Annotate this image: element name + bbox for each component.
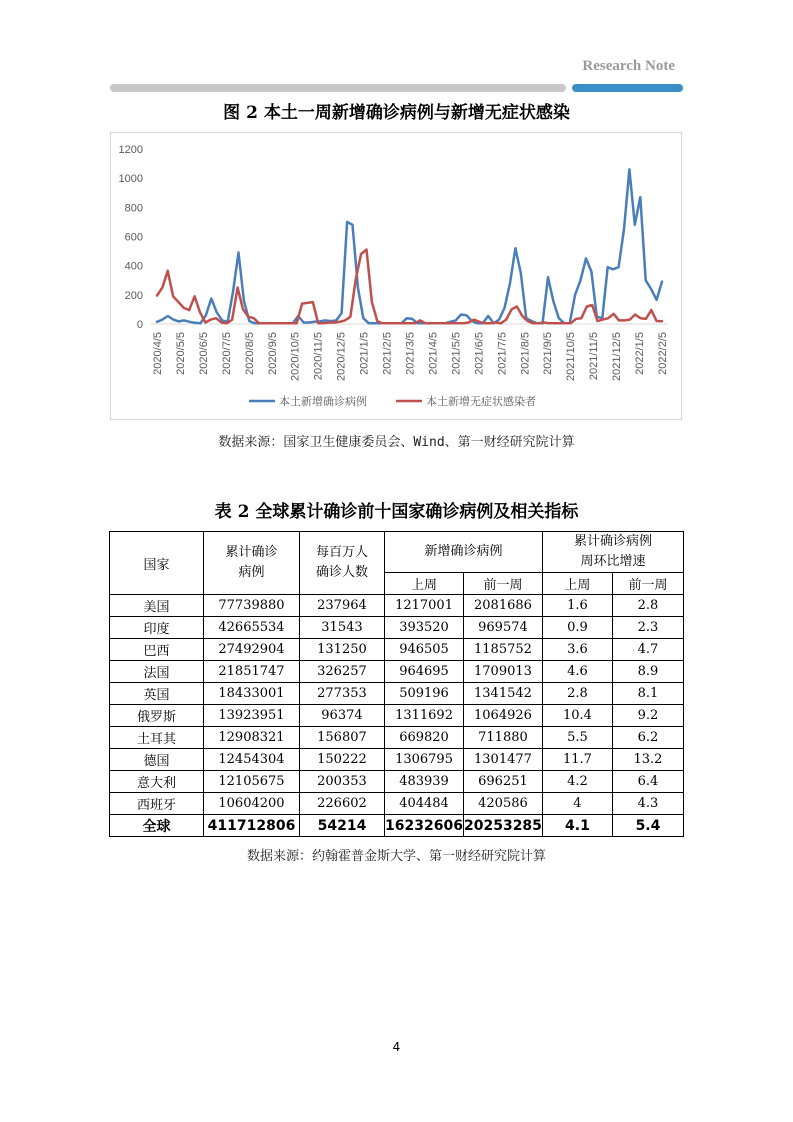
country-table [109, 531, 684, 837]
cell: 393520 [385, 617, 464, 639]
cell: 711880 [463, 727, 542, 749]
cell: 669820 [385, 727, 464, 749]
cell: 1185752 [463, 639, 542, 661]
cell: 2.8 [612, 595, 683, 617]
cell: 18433001 [204, 683, 300, 705]
cell: 13923951 [204, 705, 300, 727]
table-row-total [110, 815, 684, 837]
header-note: Research Note [582, 58, 675, 74]
cell: 1306795 [385, 749, 464, 771]
header-per-million-line1: 每百万人 [315, 545, 368, 560]
cell: 21851747 [204, 661, 300, 683]
table-row [110, 793, 684, 815]
cell: 法国 [110, 661, 204, 683]
header-new-cases: 新增确诊病例 [385, 532, 543, 573]
cell: 5.4 [612, 815, 683, 837]
cell: 德国 [110, 749, 204, 771]
cell: 326257 [299, 661, 384, 683]
header-divider-grey [110, 84, 566, 92]
cell: 12105675 [204, 771, 300, 793]
cell: 10604200 [204, 793, 300, 815]
x-tick-label: 2021/3/5 [404, 332, 417, 375]
x-tick-label: 2020/5/5 [174, 332, 187, 375]
x-tick-label: 2020/4/5 [152, 332, 164, 375]
cell: 4.3 [612, 793, 683, 815]
table-row [110, 771, 684, 793]
cell: 420586 [463, 793, 542, 815]
x-tick-label: 2021/5/5 [450, 332, 463, 375]
cell: 277353 [299, 683, 384, 705]
cell: 11.7 [542, 749, 612, 771]
cell: 全球 [110, 815, 204, 837]
y-tick-label: 400 [124, 260, 143, 273]
cell: 77739880 [204, 595, 300, 617]
cell: 6.2 [612, 727, 683, 749]
y-tick-label: 0 [136, 319, 143, 331]
cell: 150222 [299, 749, 384, 771]
cell: 96374 [299, 705, 384, 727]
cell: 5.5 [542, 727, 612, 749]
cell: 42665534 [204, 617, 300, 639]
header-cumulative [204, 532, 300, 595]
header-cumulative-line2: 病例 [238, 565, 265, 580]
cell: 16232606 [385, 815, 464, 837]
cell: 54214 [299, 815, 384, 837]
x-tick-label: 2021/6/5 [473, 332, 486, 375]
table-source: 数据来源：约翰霍普金斯大学、第一财经研究院计算 [246, 849, 546, 864]
cell: 俄罗斯 [110, 705, 204, 727]
y-tick-label: 600 [124, 231, 143, 244]
cell: 12908321 [204, 727, 300, 749]
cell: 31543 [299, 617, 384, 639]
cell: 969574 [463, 617, 542, 639]
x-tick-label: 2021/4/5 [427, 332, 440, 375]
table-row [110, 617, 684, 639]
header-per-million-line2: 确诊人数 [315, 565, 368, 580]
x-tick-label: 2022/1/5 [634, 332, 647, 375]
header-growth-line2: 周环比增速 [580, 554, 646, 569]
cell: 4.2 [542, 771, 612, 793]
table-row [110, 661, 684, 683]
x-tick-label: 2020/6/5 [197, 332, 210, 375]
cell: 13.2 [612, 749, 683, 771]
x-tick-label: 2021/10/5 [565, 332, 578, 381]
cell: 226602 [299, 793, 384, 815]
cell: 27492904 [204, 639, 300, 661]
cell: 200353 [299, 771, 384, 793]
x-tick-label: 2022/2/5 [657, 332, 669, 375]
cell: 8.1 [612, 683, 683, 705]
cell: 6.4 [612, 771, 683, 793]
cell: 946505 [385, 639, 464, 661]
y-tick-label: 800 [124, 202, 143, 215]
x-tick-label: 2021/9/5 [542, 332, 555, 375]
header-cumulative-line1: 累计确诊 [225, 545, 278, 560]
cell: 4.7 [612, 639, 683, 661]
cell: 696251 [463, 771, 542, 793]
cell: 1.6 [542, 595, 612, 617]
y-tick-label: 1000 [118, 173, 143, 186]
cell: 12454304 [204, 749, 300, 771]
cell: 9.2 [612, 705, 683, 727]
header-divider-blue [572, 84, 683, 92]
series-line-1 [157, 169, 662, 323]
header-growth-line1: 累计确诊病例 [573, 534, 652, 549]
cell: 411712806 [204, 815, 300, 837]
header-growth-last-week: 上周 [542, 573, 612, 595]
header-new-prev-week: 前一周 [463, 573, 542, 595]
legend-label: 本土新增确诊病例 [279, 395, 367, 408]
cell: 1301477 [463, 749, 542, 771]
cell: 8.9 [612, 661, 683, 683]
x-tick-label: 2021/8/5 [519, 332, 532, 375]
legend-label: 本土新增无症状感染者 [426, 395, 536, 408]
x-tick-label: 2020/7/5 [220, 332, 233, 375]
cell: 土耳其 [110, 727, 204, 749]
cell: 964695 [385, 661, 464, 683]
x-tick-label: 2021/1/5 [358, 332, 371, 375]
header-growth [542, 532, 683, 573]
x-tick-label: 2020/11/5 [312, 332, 325, 381]
cell: 4 [542, 793, 612, 815]
x-tick-label: 2021/11/5 [588, 332, 601, 381]
cell: 1709013 [463, 661, 542, 683]
cell: 英国 [110, 683, 204, 705]
cell: 2081686 [463, 595, 542, 617]
x-tick-label: 2021/12/5 [611, 332, 624, 381]
figure-title: 图 2 本土一周新增确诊病例与新增无症状感染 [223, 103, 570, 123]
cell: 509196 [385, 683, 464, 705]
cell: 印度 [110, 617, 204, 639]
cell: 1217001 [385, 595, 464, 617]
x-tick-label: 2020/8/5 [243, 332, 256, 375]
cell: 2.8 [542, 683, 612, 705]
page-number: 4 [392, 1040, 401, 1054]
cell: 131250 [299, 639, 384, 661]
line-chart [111, 133, 681, 419]
cell: 美国 [110, 595, 204, 617]
table-title: 表 2 全球累计确诊前十国家确诊病例及相关指标 [214, 502, 579, 522]
table-row [110, 727, 684, 749]
x-tick-label: 2020/12/5 [335, 332, 348, 381]
table-row [110, 705, 684, 727]
header-country: 国家 [110, 532, 204, 595]
cell: 1341542 [463, 683, 542, 705]
cell: 10.4 [542, 705, 612, 727]
figure-source: 数据来源：国家卫生健康委员会、Wind、第一财经研究院计算 [218, 435, 575, 450]
cell: 20253285 [463, 815, 542, 837]
cell: 404484 [385, 793, 464, 815]
cell: 4.6 [542, 661, 612, 683]
table-row [110, 683, 684, 705]
y-tick-label: 200 [124, 289, 143, 302]
y-tick-label: 1200 [118, 144, 143, 156]
table-row [110, 749, 684, 771]
x-tick-label: 2020/9/5 [266, 332, 279, 375]
table-row [110, 639, 684, 661]
cell: 1064926 [463, 705, 542, 727]
x-tick-label: 2020/10/5 [289, 332, 302, 381]
cell: 1311692 [385, 705, 464, 727]
cell: 意大利 [110, 771, 204, 793]
cell: 237964 [299, 595, 384, 617]
header-new-last-week: 上周 [385, 573, 464, 595]
cell: 0.9 [542, 617, 612, 639]
chart-container [110, 132, 682, 420]
cell: 3.6 [542, 639, 612, 661]
cell: 483939 [385, 771, 464, 793]
cell: 巴西 [110, 639, 204, 661]
header-per-million [299, 532, 384, 595]
table-row [110, 595, 684, 617]
cell: 2.3 [612, 617, 683, 639]
x-tick-label: 2021/2/5 [381, 332, 394, 375]
cell: 西班牙 [110, 793, 204, 815]
cell: 156807 [299, 727, 384, 749]
header-growth-prev-week: 前一周 [612, 573, 683, 595]
x-tick-label: 2021/7/5 [496, 332, 509, 375]
cell: 4.1 [542, 815, 612, 837]
